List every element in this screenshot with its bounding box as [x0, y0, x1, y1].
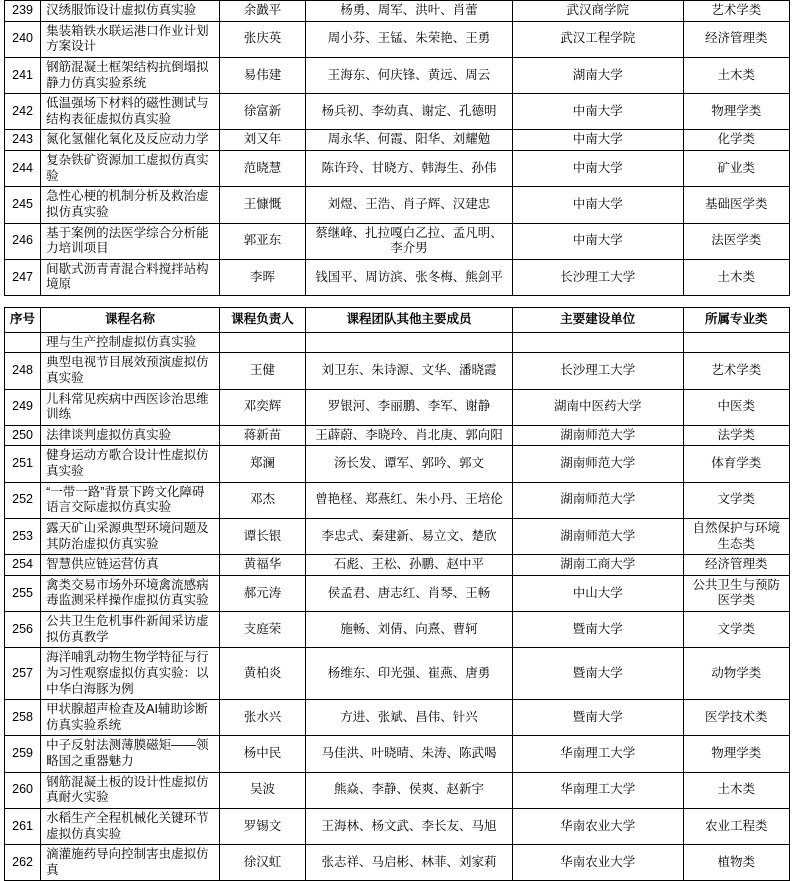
col-header-unit: 主要建设单位 — [512, 308, 683, 333]
cell-leader: 张庆英 — [219, 21, 305, 57]
cell-major: 经济管理类 — [683, 555, 789, 576]
cell-unit: 中南大学 — [512, 187, 683, 223]
table-row — [5, 700, 790, 736]
cell-leader: 易伟建 — [219, 57, 305, 93]
cell-major: 中医类 — [683, 389, 789, 425]
cell-members: 周小芬、王锰、朱荣艳、王勇 — [306, 21, 513, 57]
col-header-course-name: 课程名称 — [41, 308, 220, 333]
table-row — [5, 1, 790, 22]
cell-no — [5, 332, 41, 353]
table-row — [5, 187, 790, 223]
cell-unit: 中南大学 — [512, 130, 683, 151]
table-row — [5, 425, 790, 446]
cell-leader: 郭亚东 — [219, 223, 305, 259]
cell-members: 刘卫东、朱诗源、文华、潘晓霞 — [306, 353, 513, 389]
cell-unit: 湖南中医药大学 — [512, 389, 683, 425]
cell-major: 体育学类 — [683, 446, 789, 482]
cell-course-name: 间歇式沥青青混合料搅拌站构境原 — [41, 259, 220, 295]
cell-major: 法医学类 — [683, 223, 789, 259]
cell-no: 262 — [5, 845, 41, 881]
cell-unit: 华南理工大学 — [512, 772, 683, 808]
cell-unit: 中南大学 — [512, 151, 683, 187]
cell-members: 杨兵初、李幼真、谢定、孔德明 — [306, 94, 513, 130]
cell-no: 243 — [5, 130, 41, 151]
cell-leader: 邓杰 — [219, 482, 305, 518]
cell-leader: 郑澜 — [219, 446, 305, 482]
cell-major: 矿业类 — [683, 151, 789, 187]
cell-no: 248 — [5, 353, 41, 389]
cell-no: 244 — [5, 151, 41, 187]
cell-unit: 中山大学 — [512, 575, 683, 611]
cell-major: 法学类 — [683, 425, 789, 446]
table-header — [5, 308, 790, 333]
cell-leader: 王健 — [219, 353, 305, 389]
cell-no: 240 — [5, 21, 41, 57]
cell-members: 陈许玲、甘晓方、韩海生、孙伟 — [306, 151, 513, 187]
cell-no: 247 — [5, 259, 41, 295]
table-row — [5, 353, 790, 389]
cell-major: 基础医学类 — [683, 187, 789, 223]
table-row — [5, 21, 790, 57]
cell-major: 土木类 — [683, 57, 789, 93]
cell-course-name: 法律谈判虚拟仿真实验 — [41, 425, 220, 446]
cell-unit: 中南大学 — [512, 94, 683, 130]
table-row — [5, 259, 790, 295]
cell-no: 239 — [5, 1, 41, 22]
cell-leader: 徐富新 — [219, 94, 305, 130]
cell-leader: 黄柏炎 — [219, 648, 305, 700]
cell-leader: 吴波 — [219, 772, 305, 808]
cell-leader: 李晖 — [219, 259, 305, 295]
cell-leader: 刘又年 — [219, 130, 305, 151]
cell-members: 施畅、刘倩、向熹、曹轲 — [306, 612, 513, 648]
cell-unit: 长沙理工大学 — [512, 259, 683, 295]
col-header-major: 所属专业类 — [683, 308, 789, 333]
cell-leader: 蒋新苗 — [219, 425, 305, 446]
cell-course-name: 集装箱铁水联运港口作业计划方案设计 — [41, 21, 220, 57]
cell-no: 257 — [5, 648, 41, 700]
cell-leader: 黄福华 — [219, 555, 305, 576]
cell-course-name: 滴灌施药导向控制害虫虚拟仿真 — [41, 845, 220, 881]
cell-unit: 湖南师范大学 — [512, 482, 683, 518]
cell-major — [683, 332, 789, 353]
cell-major: 土木类 — [683, 259, 789, 295]
cell-no: 250 — [5, 425, 41, 446]
cell-members: 罗银河、李丽鹏、李军、谢静 — [306, 389, 513, 425]
cell-members: 王海林、杨文武、李长友、马旭 — [306, 808, 513, 844]
cell-no: 251 — [5, 446, 41, 482]
cell-members — [306, 332, 513, 353]
table-row — [5, 223, 790, 259]
cell-leader: 徐汉虹 — [219, 845, 305, 881]
cell-no: 259 — [5, 736, 41, 772]
cell-members: 周永华、何霞、阳华、刘耀勉 — [306, 130, 513, 151]
course-table-continued — [4, 0, 790, 296]
table-row — [5, 151, 790, 187]
cell-major: 物理学类 — [683, 736, 789, 772]
cell-major: 土木类 — [683, 772, 789, 808]
cell-leader: 邓奕辉 — [219, 389, 305, 425]
cell-no: 241 — [5, 57, 41, 93]
cell-no: 261 — [5, 808, 41, 844]
cell-major: 物理学类 — [683, 94, 789, 130]
col-header-no: 序号 — [5, 308, 41, 333]
cell-course-name: 禽类交易市场外环境禽流感病毒监测采样操作虚拟仿真实验 — [41, 575, 220, 611]
table-row — [5, 518, 790, 554]
cell-no: 260 — [5, 772, 41, 808]
cell-course-name: 露天矿山采源典型环境问题及其防治虚拟仿真实验 — [41, 518, 220, 554]
table-row — [5, 736, 790, 772]
table-row — [5, 555, 790, 576]
table-row — [5, 648, 790, 700]
cell-no: 256 — [5, 612, 41, 648]
cell-members: 熊焱、李静、侯爽、赵新宇 — [306, 772, 513, 808]
cell-course-name: “一带一路”背景下跨文化障碍语言交际虚拟仿真实验 — [41, 482, 220, 518]
cell-course-name: 钢筋混凝土框架结构抗倒塌拟静力仿真实验系统 — [41, 57, 220, 93]
cell-course-name: 儿科常见疾病中西医诊治思维训练 — [41, 389, 220, 425]
cell-members: 王海东、何庆锋、黄远、周云 — [306, 57, 513, 93]
table-header-row — [5, 308, 790, 333]
cell-unit: 华南农业大学 — [512, 845, 683, 881]
cell-members: 曾艳柽、郑燕红、朱小丹、王培伦 — [306, 482, 513, 518]
table-row — [5, 446, 790, 482]
cell-unit: 暨南大学 — [512, 700, 683, 736]
cell-unit: 中南大学 — [512, 223, 683, 259]
cell-major: 经济管理类 — [683, 21, 789, 57]
cell-course-name: 健身运动方歌合设计性虚拟仿真实验 — [41, 446, 220, 482]
cell-major: 动物学类 — [683, 648, 789, 700]
cell-major: 植物类 — [683, 845, 789, 881]
cell-major: 公共卫生与预防医学类 — [683, 575, 789, 611]
col-header-leader: 课程负责人 — [219, 308, 305, 333]
cell-no: 254 — [5, 555, 41, 576]
cell-course-name: 理与生产控制虚拟仿真实验 — [41, 332, 220, 353]
cell-major: 艺术学类 — [683, 1, 789, 22]
cell-members: 钱国平、周访滨、张冬梅、熊剑平 — [306, 259, 513, 295]
cell-unit: 华南农业大学 — [512, 808, 683, 844]
cell-leader: 范晓慧 — [219, 151, 305, 187]
cell-members: 杨勇、周军、洪叶、肖蕾 — [306, 1, 513, 22]
course-table-main — [4, 307, 790, 881]
page-break-gap — [4, 296, 790, 307]
cell-leader: 余戤平 — [219, 1, 305, 22]
cell-course-name: 中子反射法测薄膜磁矩——领略国之重器魅力 — [41, 736, 220, 772]
cell-major: 医学技术类 — [683, 700, 789, 736]
table-row — [5, 94, 790, 130]
cell-unit: 武汉工程学院 — [512, 21, 683, 57]
cell-unit: 华南理工大学 — [512, 736, 683, 772]
cell-members: 王薜蔚、李晓玲、肖北庚、郭向阳 — [306, 425, 513, 446]
cell-no: 242 — [5, 94, 41, 130]
cell-no: 253 — [5, 518, 41, 554]
table-row — [5, 845, 790, 881]
cell-no: 258 — [5, 700, 41, 736]
cell-unit: 武汉商学院 — [512, 1, 683, 22]
cell-members: 侯孟君、唐志红、肖琴、王畅 — [306, 575, 513, 611]
cell-course-name: 急性心梗的机制分析及救治虚拟仿真实验 — [41, 187, 220, 223]
cell-major: 化学类 — [683, 130, 789, 151]
cell-members: 张志祥、马启彬、林菲、刘家莉 — [306, 845, 513, 881]
cell-leader: 郝元涛 — [219, 575, 305, 611]
cell-course-name: 典型电视节目展效预演虚拟仿真实验 — [41, 353, 220, 389]
cell-members: 杨维东、印光强、崔燕、唐勇 — [306, 648, 513, 700]
table-row — [5, 57, 790, 93]
cell-course-name: 甲状腺超声检查及AI辅助诊断仿真实验系统 — [41, 700, 220, 736]
cell-course-name: 氮化氢催化氧化及反应动力学 — [41, 130, 220, 151]
table-row — [5, 808, 790, 844]
cell-unit: 暨南大学 — [512, 612, 683, 648]
table-row — [5, 575, 790, 611]
cell-course-name: 基于案例的法医学综合分析能力培训项目 — [41, 223, 220, 259]
table-body-continued — [5, 1, 790, 296]
cell-no: 252 — [5, 482, 41, 518]
cell-course-name: 海洋哺乳动物生物学特征与行为习性观察虚拟仿真实验：以中华白海豚为例 — [41, 648, 220, 700]
cell-members: 蔡继峰、扎拉嘎白乙拉、孟凡明、李介男 — [306, 223, 513, 259]
table-row — [5, 612, 790, 648]
cell-leader: 王慷慨 — [219, 187, 305, 223]
cell-unit: 长沙理工大学 — [512, 353, 683, 389]
cell-members: 马佳洪、叶晓晴、朱涛、陈武喝 — [306, 736, 513, 772]
table-row — [5, 389, 790, 425]
cell-members: 李忠式、秦建新、易立文、楚欣 — [306, 518, 513, 554]
cell-major: 农业工程类 — [683, 808, 789, 844]
cell-course-name: 低温强场下材料的磁性测试与结构表征虚拟仿真实验 — [41, 94, 220, 130]
cell-members: 方进、张斌、昌伟、针兴 — [306, 700, 513, 736]
table-body-main — [5, 332, 790, 881]
col-header-members: 课程团队其他主要成员 — [306, 308, 513, 333]
cell-course-name: 钢筋混凝土板的设计性虚拟仿真耐火实验 — [41, 772, 220, 808]
cell-course-name: 智慧供应链运营仿真 — [41, 555, 220, 576]
cell-course-name: 复杂铁矿资源加工虚拟仿真实验 — [41, 151, 220, 187]
cell-unit: 湖南师范大学 — [512, 446, 683, 482]
cell-unit: 暨南大学 — [512, 648, 683, 700]
table-row — [5, 772, 790, 808]
cell-leader: 罗锡文 — [219, 808, 305, 844]
cell-major: 文学类 — [683, 612, 789, 648]
cell-course-name: 水稻生产全程机械化关键环节虚拟仿真实验 — [41, 808, 220, 844]
cell-major: 文学类 — [683, 482, 789, 518]
cell-leader: 谭长银 — [219, 518, 305, 554]
table-row — [5, 130, 790, 151]
cell-leader: 张水兴 — [219, 700, 305, 736]
table-row — [5, 332, 790, 353]
cell-major: 自然保护与环境生态类 — [683, 518, 789, 554]
cell-major: 艺术学类 — [683, 353, 789, 389]
cell-no: 246 — [5, 223, 41, 259]
cell-unit: 湖南师范大学 — [512, 518, 683, 554]
cell-unit: 湖南工商大学 — [512, 555, 683, 576]
cell-members: 刘煜、王浩、肖子辉、汉建忠 — [306, 187, 513, 223]
cell-no: 255 — [5, 575, 41, 611]
cell-course-name: 公共卫生危机事件新闻采访虚拟仿真教学 — [41, 612, 220, 648]
cell-members: 汤长发、谭军、郭吟、郭文 — [306, 446, 513, 482]
cell-leader — [219, 332, 305, 353]
cell-unit — [512, 332, 683, 353]
cell-unit: 湖南师范大学 — [512, 425, 683, 446]
cell-unit: 湖南大学 — [512, 57, 683, 93]
cell-leader: 支庭荣 — [219, 612, 305, 648]
cell-course-name: 汉绣服饰设计虚拟仿真实验 — [41, 1, 220, 22]
cell-no: 249 — [5, 389, 41, 425]
cell-no: 245 — [5, 187, 41, 223]
cell-members: 石彪、王松、孙鹏、赵中平 — [306, 555, 513, 576]
cell-leader: 杨中民 — [219, 736, 305, 772]
table-row — [5, 482, 790, 518]
